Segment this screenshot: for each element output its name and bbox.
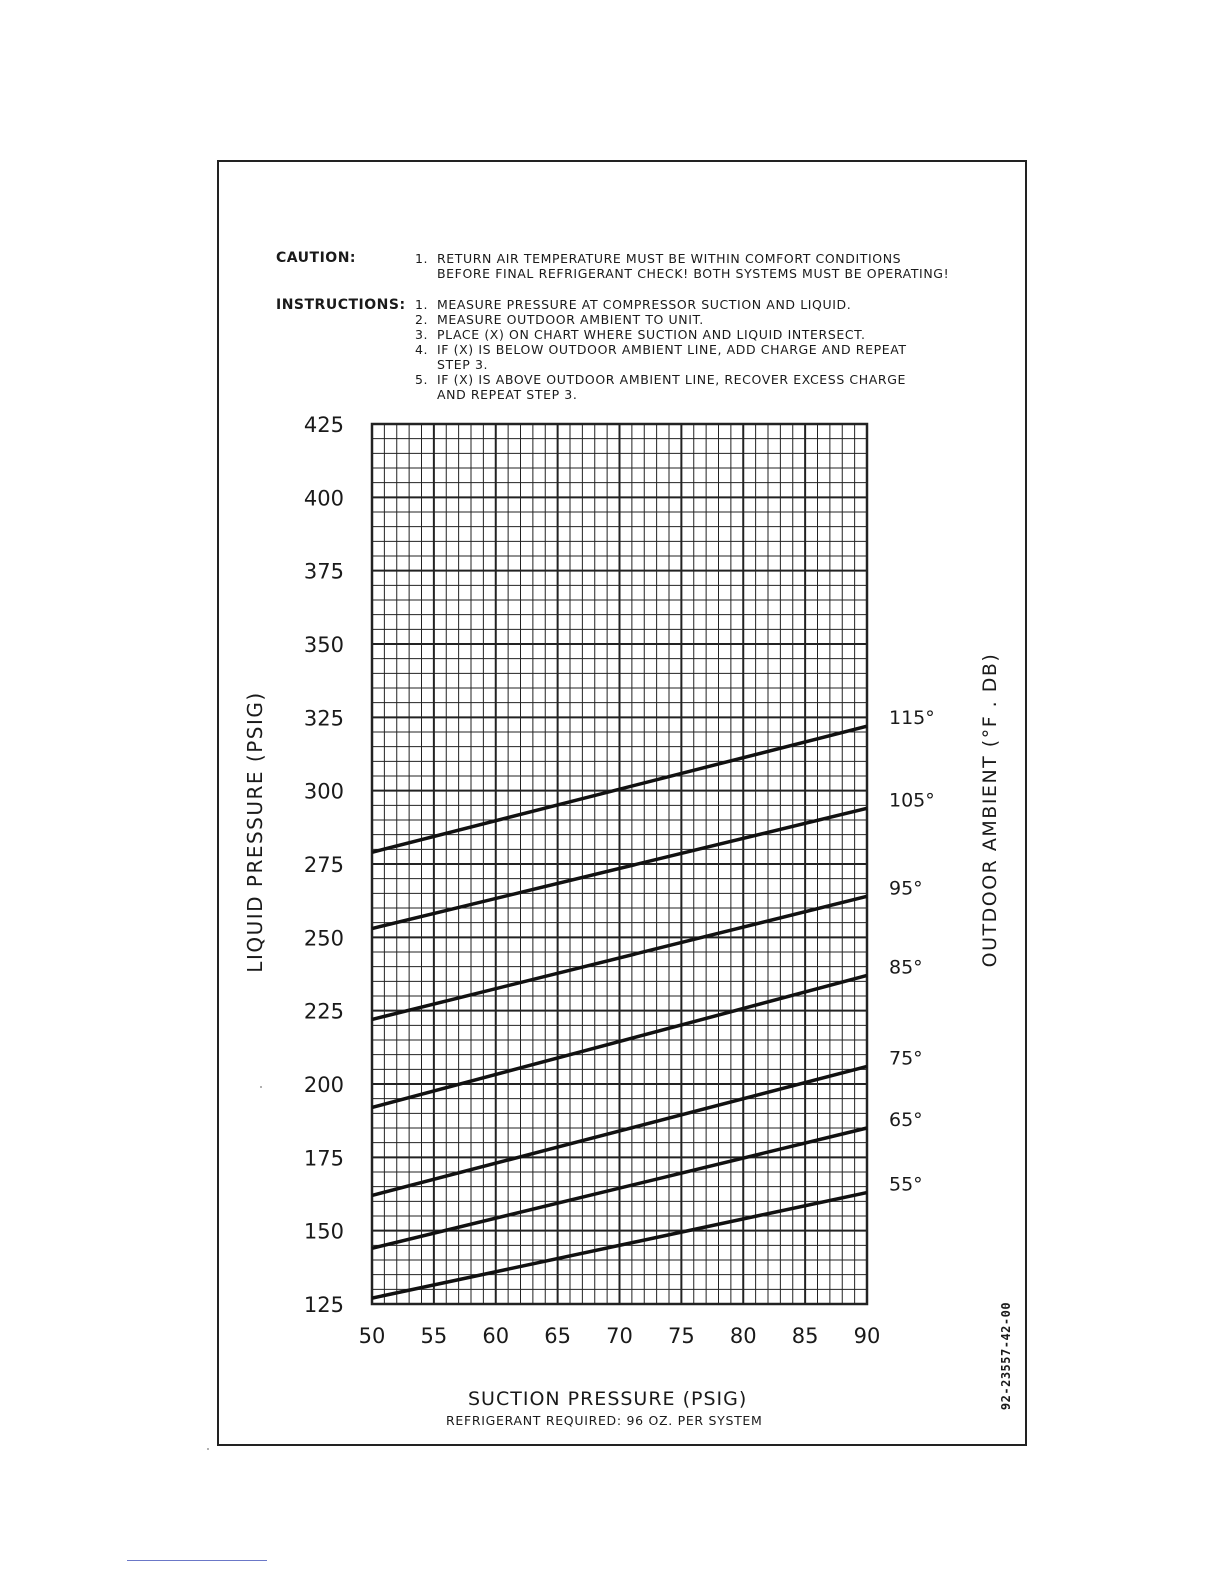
x-tick-label: 60 [482, 1324, 510, 1348]
y-axis-title: LIQUID PRESSURE (PSIG) [243, 691, 267, 973]
y-tick-label: 225 [303, 999, 344, 1024]
instruction-item-3-text: PLACE (X) ON CHART WHERE SUCTION AND LIQUID INTERSECT. [437, 327, 866, 342]
ambient-label-55: 55° [889, 1173, 923, 1196]
x-tick-label: 90 [853, 1324, 881, 1348]
right-axis-title: OUTDOOR AMBIENT (°F . DB) [979, 652, 1001, 968]
x-tick-label: 65 [544, 1324, 571, 1348]
page-rule [127, 1560, 267, 1561]
caution-item-1-number: 1. [415, 251, 429, 266]
x-tick-labels [359, 1324, 881, 1348]
y-tick-label: 350 [303, 633, 344, 657]
x-tick-label: 70 [606, 1324, 633, 1348]
y-tick-labels [304, 413, 344, 1317]
instructions-title: INSTRUCTIONS: [276, 297, 406, 313]
refrigerant-note: REFRIGERANT REQUIRED: 96 OZ. PER SYSTEM [446, 1413, 763, 1428]
ambient-label-105: 105° [889, 789, 935, 812]
ambient-label-65: 65° [889, 1109, 923, 1131]
instruction-item-3-number: 3. [415, 327, 429, 342]
instruction-item-5-continued: AND REPEAT STEP 3. [437, 387, 578, 402]
y-tick-label: 250 [303, 926, 344, 951]
caution-title: CAUTION: [276, 250, 357, 266]
ambient-label-115: 115° [889, 707, 935, 730]
x-tick-label: 50 [358, 1324, 386, 1348]
x-tick-label: 55 [420, 1324, 448, 1348]
y-tick-label: 375 [303, 559, 344, 584]
instruction-item-2-number: 2. [415, 312, 429, 327]
caution-item-1-line-1: RETURN AIR TEMPERATURE MUST BE WITHIN COMFORT CONDITIONS [437, 251, 902, 266]
y-tick-label: 150 [303, 1219, 344, 1244]
y-tick-label: 300 [303, 779, 344, 804]
instruction-item-4-text: IF (X) IS BELOW OUTDOOR AMBIENT LINE, ADD CHARGE AND REPEAT [437, 342, 907, 357]
y-tick-label: 175 [303, 1146, 344, 1171]
scan-speck [260, 1086, 262, 1088]
y-tick-label: 325 [303, 706, 344, 731]
ambient-label-75: 75° [889, 1047, 923, 1070]
instruction-item-1-number: 1. [415, 297, 429, 312]
instruction-item-1-text: MEASURE PRESSURE AT COMPRESSOR SUCTION AND LIQUID. [437, 297, 852, 312]
ambient-label-85: 85° [889, 956, 923, 979]
ambient-labels [889, 707, 935, 1195]
y-tick-label: 200 [303, 1073, 344, 1097]
x-tick-label: 75 [668, 1324, 695, 1348]
document-number: 92-23557-42-00 [999, 1301, 1013, 1411]
instruction-item-4-number: 4. [415, 342, 429, 357]
x-axis-title: SUCTION PRESSURE (PSIG) [468, 1388, 748, 1410]
y-tick-label: 400 [303, 486, 344, 511]
instruction-item-5-number: 5. [415, 372, 429, 387]
y-tick-label: 125 [303, 1293, 344, 1317]
instruction-item-4-continued: STEP 3. [437, 357, 489, 372]
instruction-item-5-text: IF (X) IS ABOVE OUTDOOR AMBIENT LINE, RECOVER EXCESS CHARGE [437, 372, 906, 387]
instruction-item-2-text: MEASURE OUTDOOR AMBIENT TO UNIT. [437, 312, 704, 327]
x-tick-label: 85 [791, 1324, 819, 1348]
y-tick-label: 275 [303, 853, 344, 877]
y-tick-label: 425 [303, 413, 344, 437]
caution-item-1-line-2: BEFORE FINAL REFRIGERANT CHECK! BOTH SYSTEMS MUST BE OPERATING! [437, 266, 950, 281]
x-tick-label: 80 [729, 1324, 757, 1348]
ambient-label-95: 95° [889, 877, 923, 900]
scan-speck [207, 1448, 209, 1450]
